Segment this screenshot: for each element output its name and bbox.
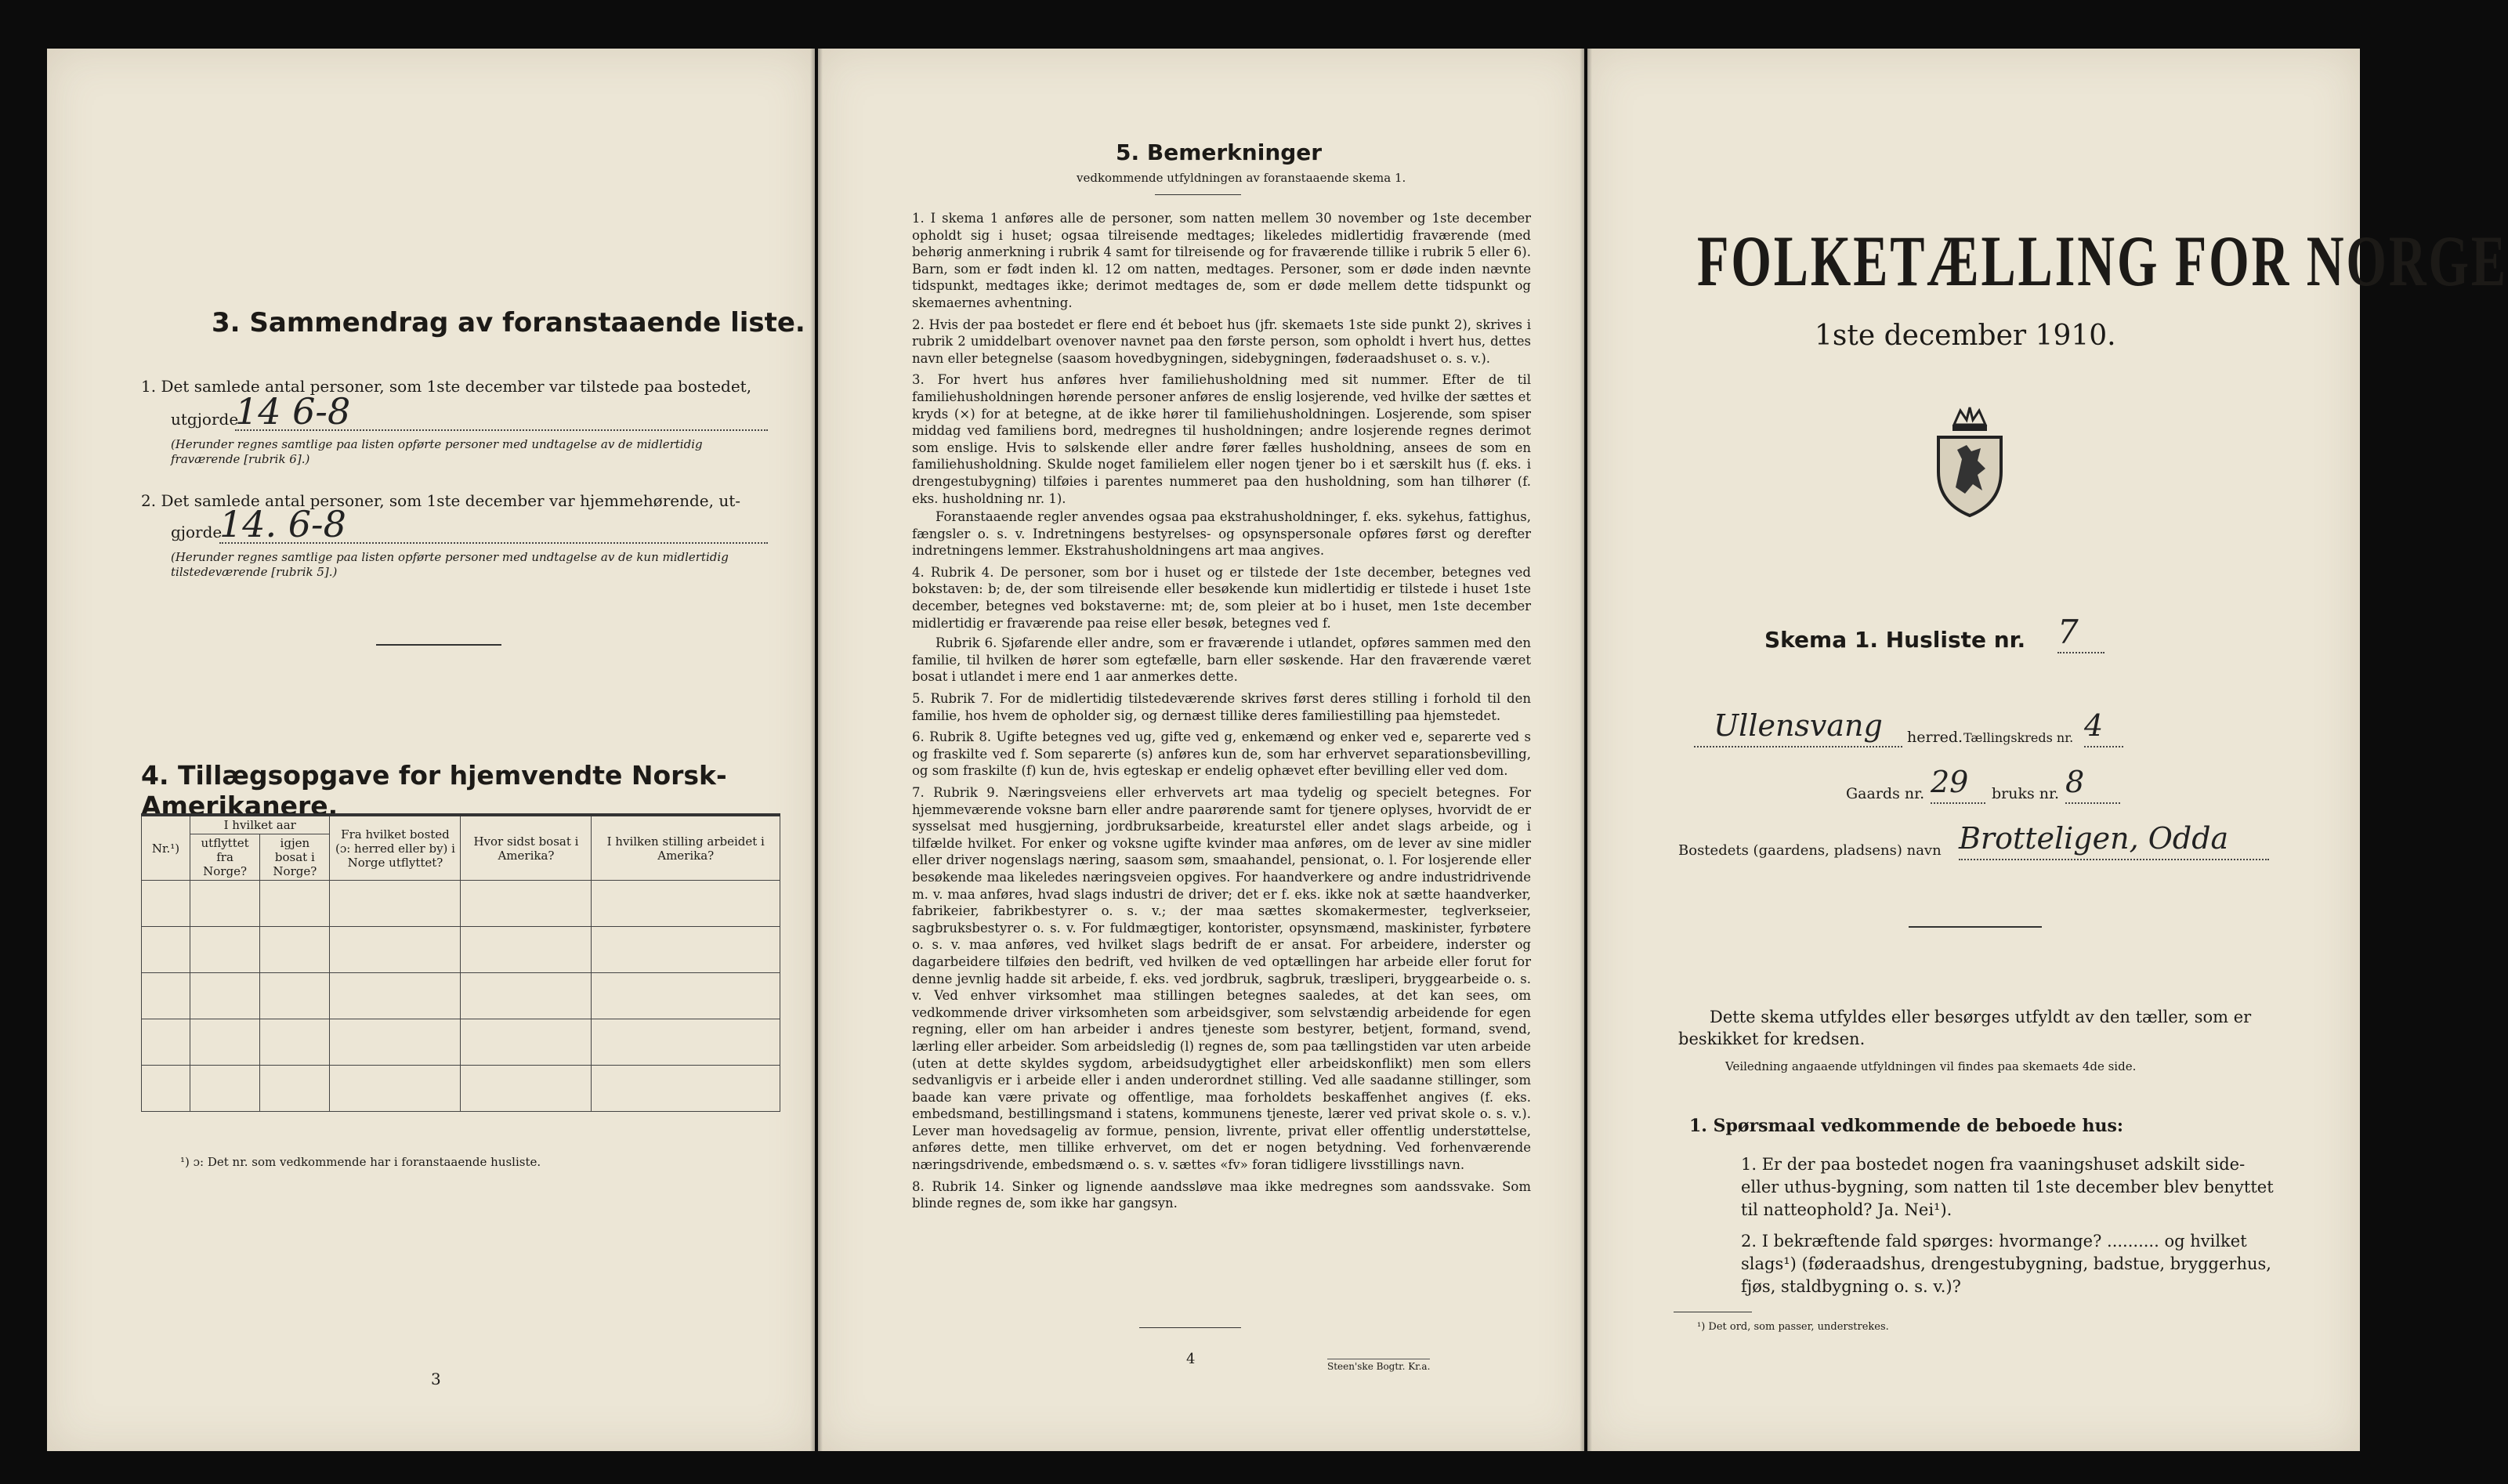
norsk-amerikanere-table (141, 813, 780, 1112)
table-row (142, 973, 780, 1019)
item1-handwritten-value: 14 6-8 (235, 390, 768, 431)
herred-label: herred. (1907, 729, 1963, 746)
remark-4b: Rubrik 6. Sjøfarende eller andre, som er fraværende i utlandet, opføres sammen med den familie, til hvilken de hører som egtefælle, barn eller søskende. Har den fraværende været bosat i utlandet i mere end 1 aar anmerkes dette. (912, 635, 1531, 685)
herred-value: Ullensvang (1694, 708, 1902, 747)
table-row (142, 927, 780, 973)
remark-5: 5. Rubrik 7. For de midlertidig tilstedeværende skrives først deres stilling i forhold til den familie, hos hvem de opholder sig, og dernæst tillike deres familiestilling paa hjemstedet. (912, 691, 1531, 723)
th-stilling: I hvilken stilling arbeidet i Amerika? (592, 815, 780, 881)
table-row (142, 881, 780, 927)
page-number: 3 (431, 1370, 441, 1388)
remark-2: 2. Hvis der paa bostedet er flere end ét beboet hus (jfr. skemaets 1ste side punkt 2), skrives i rubrik 2 umiddelbart ovenover navnet paa den første person, som opholdt i hvert hus, dettes navn eller betegnelse (saasom hovedbygningen, sidebygningen, føderaadshuset o. s. v.). (912, 317, 1531, 366)
page-fold-shadow (1580, 49, 1584, 1451)
remark-7: 7. Rubrik 9. Næringsveiens eller erhvervets art maa tydelig og specielt betegnes. For hjemmeværende voksne barn eller andre paarørende samt for tjenere oplyses, hvorvidt de er sysselsat med husgjerning, jordbruksarbeide, kreaturstel eller andet slags arbeide, og i tilfælde hvilket. For enker og voksne ugifte kvinder maa anføres, om de lever av sine midler eller driver nogenslags næring, saasom søm, smaahandel, pensionat, o. l. For losjerende eller besøkende maa likeledes næringsveien opgives. For haandverkere og andre industridrivende m. v. maa anføres, hvad slags industri de driver; det er f. eks. ikke nok at sætte haandverker, fabrikeier, fabrikbestyrer o. s. v.; der maa sættes skomakermester, teglverkseier, sagbruksbestyrer o. s. v. For fuldmægtiger, kontorister, opsynsmænd, maskinister, fyrbøtere o. s. v. maa anføres, ved hvilket slags bedrift de er ansat. For arbeidere, inderster og dagarbeidere tilføies den bedrift, ved hvilken de ved optællingen har arbeide eller forut for denne jevnlig hadde sit arbeide, f. eks. ved jordbruk, sagbruk, træsliperi, bryggearbeide o. s. v. Ved enhver virksomhet maa stillingen betegnes saaledes, at det kan sees, om vedkommende driver virksomheten som arbeidsgiver, som selvstændig arbeidende for egen regning, eller om han arbeider i andres tjeneste som bestyrer, betjent, formand, svend, lærling eller arbeider. Som arbeidsledig (l) regnes de, som paa tællingstiden var uten arbeide (uten at dette skyldes sygdom, arbeidsudygtighet eller arbeidskonflikt) men som ellers sedvanligvis er i arbeide eller i anden underordnet stilling. Ved alle saadanne stillinger, som baade kan være private og offentlige, maa forholdets beskaffenhet angives (f. eks. embedsmand, bestillingsmand i statens, kommunens tjeneste, lærer ved privat skole o. s. v.). Lever man hovedsagelig av formue, pension, livrente, privat eller offentlig understøttelse, anføres dette, men tillike erhvervet, om det er nogen betydning. Ved forhenværende næringsdrivende, embedsmænd o. s. v. sættes «fv» foran tidligere livsstillings navn. (912, 785, 1531, 1173)
th-group: I hvilket aar (190, 815, 330, 834)
right-page (1587, 49, 2508, 1451)
question-2: 2. I bekræftende fald spørges: hvormange? .......... og hvilket slags¹) (føderaadshus, drengestubygning, badstue, bryggerhus, fjøs, staldbygning o. s. v.)? (1741, 1232, 2271, 1296)
divider (1909, 926, 2042, 928)
divider (376, 644, 501, 646)
item2-text: 2. Det samlede antal personer, som 1ste december var hjemmehørende, ut- (141, 491, 740, 510)
question-heading: 1. Spørsmaal vedkommende de beboede hus: (1689, 1116, 2124, 1136)
th-utflyttet: utflyttet fra Norge? (190, 834, 259, 881)
divider (1155, 194, 1241, 195)
item2-note: (Herunder regnes samtlige paa listen opførte personer med undtagelse av de kun midlertidig tilstedeværende [rubrik 5].) (171, 550, 729, 579)
th-amerika: Hvor sidst bosat i Amerika? (461, 815, 592, 881)
coat-of-arms-icon (1923, 393, 2017, 519)
bruks-value: 8 (2065, 765, 2120, 804)
th-bosat: igjen bosat i Norge? (260, 834, 330, 881)
remark-8: 8. Rubrik 14. Sinker og lignende aandssløve maa ikke medregnes som aandssvake. Som blinde regnes de, som ikke har gangsyn. (912, 1178, 1531, 1211)
page-fold-shadow (1587, 49, 1592, 1451)
printer-credit: Steen'ske Bogtr. Kr.a. (1327, 1359, 1430, 1372)
th-nr: Nr.¹) (142, 815, 190, 881)
remarks-list (912, 210, 1531, 1212)
table-row (142, 1066, 780, 1112)
remark-1: 1. I skema 1 anføres alle de personer, som natten mellem 30 november og 1ste december opholdt sig i huset; ogsaa tilreisende medtages; likeledes midlertidig fraværende (med behørig anmerkning i rubrik 4 samt for tilreisende og for fraværende tillike i rubrik 5 eller 6). Barn, som er født inden kl. 12 om natten, medtages. Personer, som er døde inden nævnte tidspunkt, medtages ikke; derimot medtages de, som er døde mellem dette tidspunkt og skemaernes avhentning. (912, 211, 1531, 310)
left-page (47, 49, 815, 1451)
divider (1139, 1327, 1241, 1328)
item1-note: (Herunder regnes samtlige paa listen opførte personer med undtagelse av de midlertidig fraværende [rubrik 6].) (171, 437, 703, 466)
table-row (142, 1019, 780, 1066)
krets-value: 4 (2084, 708, 2123, 747)
section3-title: 3. Sammendrag av foranstaaende liste. (212, 307, 805, 338)
item1-text: 1. Det samlede antal personer, som 1ste december var tilstede paa bostedet, (141, 377, 752, 396)
item2-label: gjorde (171, 523, 223, 541)
middle-page (818, 49, 1584, 1451)
remark-4: 4. Rubrik 4. De personer, som bor i huset og er tilstede der 1ste december, betegnes ved bokstaven: b; de, der som tilreisende eller besøkende kun midlertidig er tilstede i huset 1ste december, betegnes ved bokstaverne: mt; de, som pleier at bo i huset, men 1ste december midlertidig er fraværende paa reise eller besøk, betegnes ved f. (912, 564, 1531, 631)
gaards-value: 29 (1931, 765, 1985, 804)
remark-3: 3. For hvert hus anføres hver familiehusholdning med sit nummer. Efter de til familiehusholdningen hørende personer anføres de enslig losjerende, ved hvilke der sættes et kryds (×) for at betegne, at de ikke hører til familiehusholdningen. Losjerende, som spiser middag ved familiens bord, medregnes til husholdningen; andre losjerende regnes derimot som enslige. Hvis to sølskende eller andre fører fælles husholdning, ansees de som en familiehusholdning. Skulde noget familielem eller nogen tjener bo i et særskilt hus (f. eks. i drengestubygning) tilføies i parentes nummeret paa den husholdning, som han tilhører (f. eks. husholdning nr. 1). (912, 372, 1531, 506)
instruction-text: Dette skema utfyldes eller besørges utfyldt av den tæller, som er beskikket for kredsen. (1678, 1008, 2252, 1048)
bruks-label: bruks nr. (1992, 785, 2060, 802)
skema-label: Skema 1. Husliste nr. (1764, 627, 2026, 653)
item1-label: utgjorde (171, 410, 239, 429)
document-title: FOLKETÆLLING FOR NORGE (1697, 221, 2508, 301)
remark-6: 6. Rubrik 8. Ugifte betegnes ved ug, gifte ved g, enkemænd og enker ved e, separerte ved s og fraskilte ved f. Som separerte (s) anføres kun de, som har erhvervet separationsbevilling, og som fraskilte (f) kun de, hvis egteskap er endelig ophævet efter bevilling eller ved dom. (912, 729, 1531, 779)
remarks-subtitle: vedkommende utfyldningen av foranstaaende skema 1. (1077, 171, 1406, 185)
page-fold-shadow (818, 49, 823, 1451)
remark-3b: Foranstaaende regler anvendes ogsaa paa ekstrahusholdninger, f. eks. sykehus, fattighus, fængsler o. s. v. Indretningens bestyrelses- og opsynspersonale opføres først og derefter indretningens lemmer. Ekstrahusholdningens art maa angives. (912, 509, 1531, 559)
th-bosted: Fra hvilket bosted (ɔ: herred eller by) i Norge utflyttet? (330, 815, 461, 881)
bosted-value: Brotteligen, Odda (1959, 821, 2269, 860)
question-footnote: ¹) Det ord, som passer, understrekes. (1697, 1321, 1889, 1333)
page-fold-shadow (810, 49, 815, 1451)
section4-title: 4. Tillægsopgave for hjemvendte Norsk-Amerikanere. (141, 760, 727, 821)
question-1: 1. Er der paa bostedet nogen fra vaaningshuset adskilt side- eller uthus-bygning, som natten til 1ste december blev benyttet til natteophold? Ja. Nei¹). (1741, 1155, 2274, 1219)
item2-handwritten-value: 14. 6-8 (219, 503, 768, 544)
remarks-title: 5. Bemerkninger (1116, 139, 1323, 165)
gaards-label: Gaards nr. (1846, 785, 1925, 802)
table-footnote: ¹) ɔ: Det nr. som vedkommende har i foranstaaende husliste. (180, 1155, 541, 1169)
krets-label: Tællingskreds nr. (1963, 730, 2074, 745)
husliste-nr-value: 7 (2057, 613, 2104, 653)
instruction-small: Veiledning angaaende utfyldningen vil findes paa skemaets 4de side. (1725, 1059, 2137, 1073)
page-number: 4 (1186, 1351, 1196, 1367)
document-date: 1ste december 1910. (1815, 320, 2116, 352)
bosted-label: Bostedets (gaardens, pladsens) navn (1678, 842, 1942, 859)
